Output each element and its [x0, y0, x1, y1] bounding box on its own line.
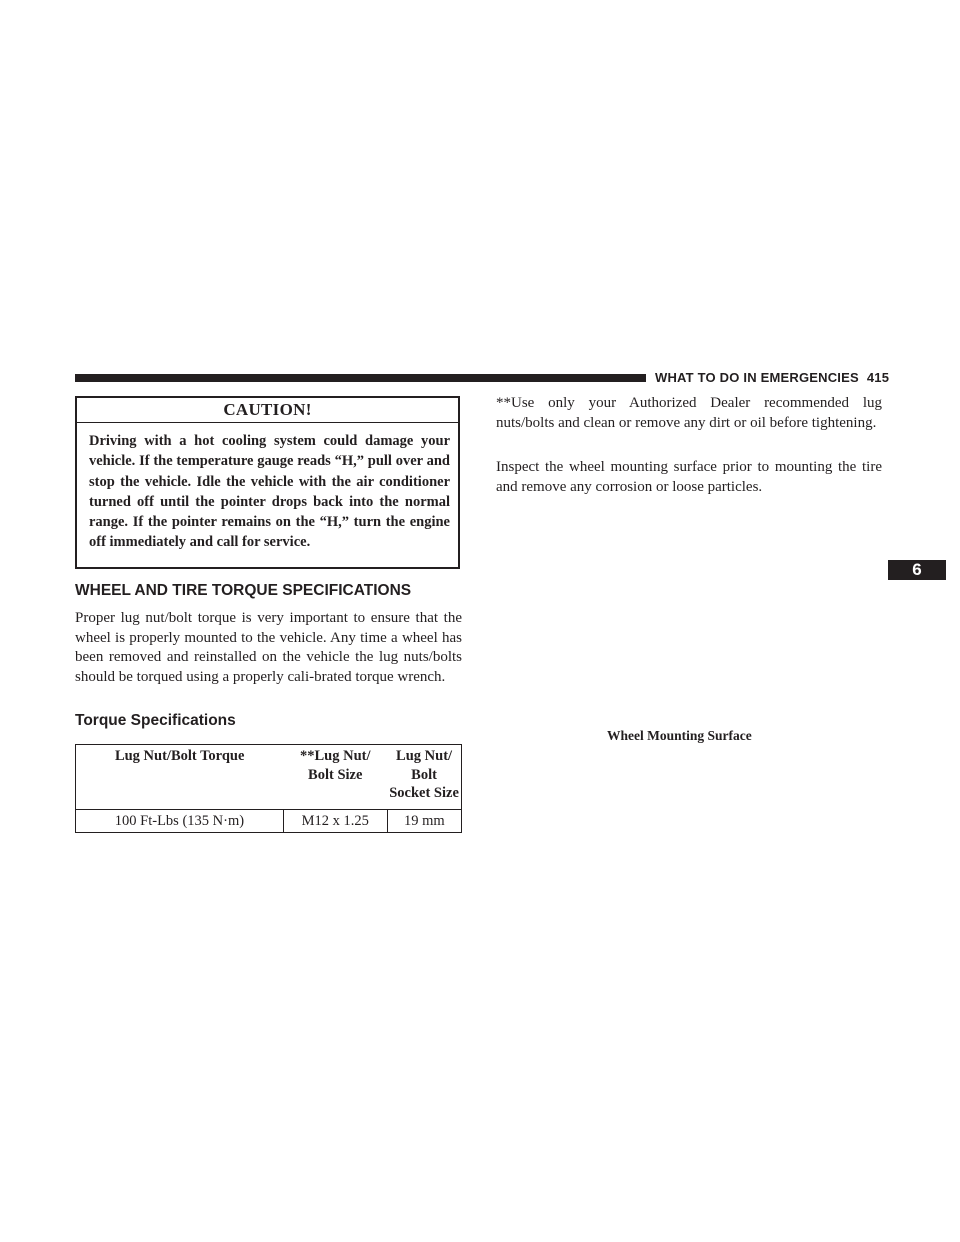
table-row: [76, 809, 462, 833]
caution-text: Driving with a hot cooling system could damage your vehicle. If the temperature gauge reads “H,” pull over and stop the vehicle. Idle the vehicle with the air conditioner turned off until the pointer drops back into the normal range. If the pointer remains on the “H,” turn the engine off immediately and call for service.: [89, 433, 450, 551]
figure-caption: Wheel Mounting Surface: [607, 728, 752, 743]
lug-nut-note-paragraph: **Use only your Authorized Dealer recommended lug nuts/bolts and clean or remove any dirt or oil before tightening.: [496, 395, 882, 431]
header-rule: [75, 374, 646, 382]
table-header-row: [76, 745, 462, 810]
running-header: [655, 370, 890, 385]
section-heading: WHEEL AND TIRE TORQUE SPECIFICATIONS: [75, 582, 412, 599]
table-header-torque: Lug Nut/Bolt Torque: [76, 745, 284, 810]
header-section-title: WHAT TO DO IN EMERGENCIES: [655, 370, 859, 385]
caution-title: CAUTION!: [77, 398, 458, 423]
inspect-surface-paragraph: Inspect the wheel mounting surface prior to mounting the tire and remove any corrosion or loose particles.: [496, 459, 882, 495]
table-cell-socket: 19 mm: [387, 809, 461, 833]
torque-specifications-heading: Torque Specifications: [75, 712, 236, 729]
table-cell-size: M12 x 1.25: [283, 809, 387, 833]
chapter-tab: 6: [888, 560, 946, 580]
table-cell-torque: 100 Ft-Lbs (135 N·m): [76, 809, 284, 833]
table-header-size: **Lug Nut/ Bolt Size: [299, 748, 371, 783]
table-header-socket: Lug Nut/ Bolt Socket Size: [387, 745, 461, 810]
caution-box: [75, 396, 460, 569]
torque-table: [75, 744, 462, 833]
page-number: 415: [866, 370, 890, 385]
torque-intro-paragraph: Proper lug nut/bolt torque is very important to ensure that the wheel is properly mounted to the vehicle. Any time a wheel has been removed and reinstalled on the vehicle the lug nuts/bolts should be torqued using a properly cali-brated torque wrench.: [75, 610, 462, 685]
